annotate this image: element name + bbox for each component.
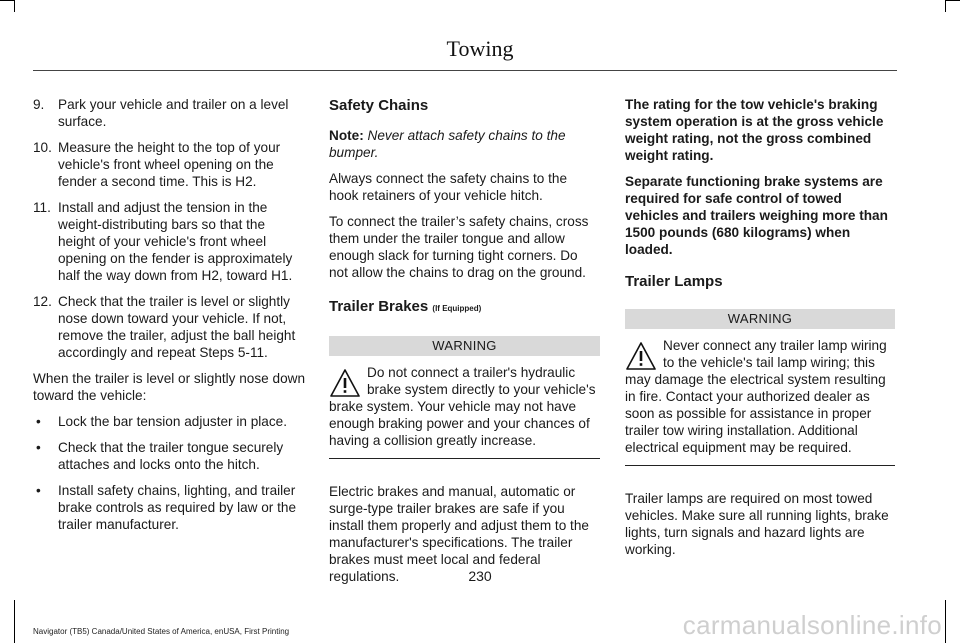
column-left [33, 96, 305, 542]
watermark: carmanualsonline.info [682, 610, 942, 640]
list-item: 10. Measure the height to the top of your vehicle's front wheel opening on the fender a second time. This is H2. [33, 140, 281, 189]
warning-box [329, 364, 600, 449]
bullet-list [33, 413, 305, 533]
crop-mark [14, 0, 15, 12]
warning-divider [625, 465, 895, 466]
crop-mark [945, 600, 946, 643]
bold-paragraph: The rating for the tow vehicle's braking system operation is at the gross vehicle weight rating, not the gross combined weight rating. [625, 97, 884, 163]
bold-paragraph: Separate functioning brake systems are required for safe control of towed vehicles and trailers weighing more than 1500 pounds (680 kilograms) when loaded. [625, 174, 888, 257]
crop-mark [945, 0, 960, 1]
list-item: • Install safety chains, lighting, and trailer brake controls as required by law or the trailer manufacturer. [36, 483, 297, 532]
bullet-icon: • [36, 440, 41, 455]
crop-mark [0, 0, 14, 1]
note-paragraph [329, 127, 600, 161]
body-paragraph: When the trailer is level or slightly nose down toward the vehicle: [33, 371, 306, 403]
column-right [625, 96, 895, 567]
header-divider [33, 70, 897, 71]
footer-text: Navigator (TB5) Canada/United States of America, enUSA, First Printing [33, 627, 290, 636]
list-item: 11. Install and adjust the tension in the weight-distributing bars so that the height of your vehicle's front wheel opening on the fender is approximately half the way down from H2, toward H1. [33, 200, 293, 283]
warning-triangle-icon [625, 341, 657, 371]
note-text: Never attach safety chains to the bumper. [329, 128, 566, 160]
warning-divider [329, 458, 600, 459]
warning-text: Never connect any trailer lamp wiring to the vehicle's tail lamp wiring; this may damage the electrical system resulting in fire. Contact your authorized dealer as soon as possible for assistance in proper trailer tow wiring installation. Additional electrical equipment may be required. [625, 338, 887, 455]
crop-mark [945, 0, 946, 12]
warning-triangle-icon [329, 368, 361, 398]
warning-header: WARNING [329, 336, 600, 356]
equipped-suffix: (If Equipped) [432, 304, 482, 313]
warning-box [625, 337, 895, 456]
section-heading: Trailer Lamps [625, 273, 723, 290]
section-heading: Trailer Brakes (If Equipped) [329, 298, 482, 315]
warning-header: WARNING [625, 309, 895, 329]
page-title: Towing [446, 36, 514, 61]
list-item: • Lock the bar tension adjuster in place. [36, 414, 287, 429]
warning-text: Do not connect a trailer's hydraulic brake system directly to your vehicle's brake system. Your vehicle may not have enough braking power and your chances of having a collision greatly increase. [329, 365, 596, 448]
list-item: 9. Park your vehicle and trailer on a level surface. [33, 97, 289, 129]
body-paragraph: To connect the trailer’s safety chains, cross them under the trailer tongue and allow enough slack for turning tight corners. Do not allow the chains to drag on the ground. [329, 214, 589, 280]
body-paragraph: Electric brakes and manual, automatic or surge-type trailer brakes are safe if you install them properly and adjust them to the manufacturer's specifications. The trailer brakes must meet local and federal regulations. [329, 484, 589, 584]
note-label: Note: [329, 128, 364, 143]
page-number: 230 [468, 568, 492, 584]
section-heading: Safety Chains [329, 97, 429, 114]
bullet-icon: • [36, 414, 41, 429]
bullet-icon: • [36, 483, 41, 498]
body-paragraph: Trailer lamps are required on most towed vehicles. Make sure all running lights, brake lights, turn signals and hazard lights are working. [625, 491, 889, 557]
numbered-steps [33, 96, 305, 361]
crop-mark [14, 600, 15, 643]
list-item: 12. Check that the trailer is level or slightly nose down toward your vehicle. If not, remove the trailer, adjust the ball height accordingly and repeat Steps 5-11. [33, 294, 296, 360]
list-item: • Check that the trailer tongue securely attaches and locks onto the hitch. [36, 440, 284, 472]
column-middle [329, 96, 600, 594]
body-paragraph: Always connect the safety chains to the hook retainers of your vehicle hitch. [329, 171, 568, 203]
